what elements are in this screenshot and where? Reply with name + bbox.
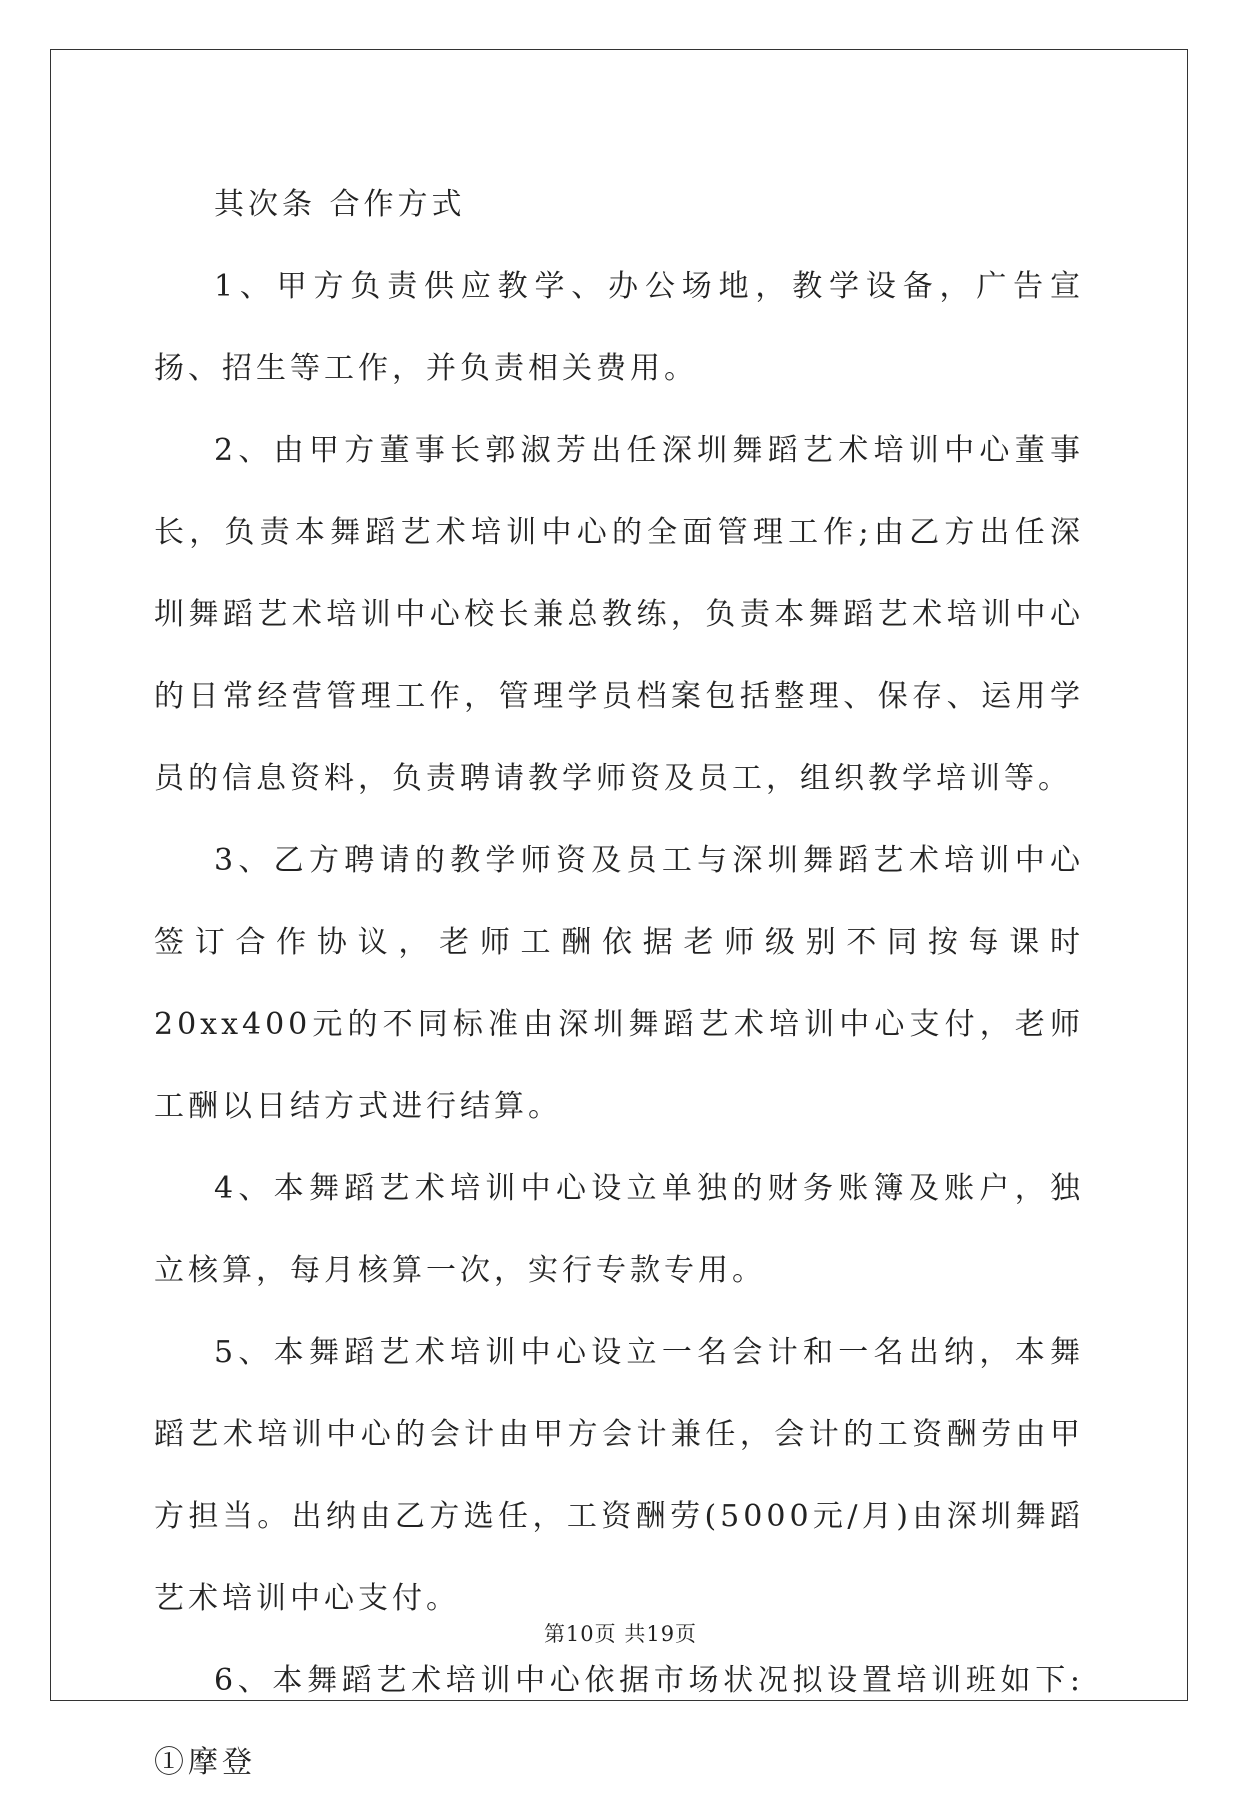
paragraph-4: 4、本舞蹈艺术培训中心设立单独的财务账簿及账户，独立核算，每月核算一次，实行专款专用。 [154,1171,1084,1288]
page-number: 第10页 共19页 [543,1622,698,1646]
paragraph-2: 2、由甲方董事长郭淑芳出任深圳舞蹈艺术培训中心董事长，负责本舞蹈艺术培训中心的全面管理工作;由乙方出任深圳舞蹈艺术培训中心校长兼总教练，负责本舞蹈艺术培训中心的日常经营管理工作，管理学员档案包括整理、保存、运用学员的信息资料，负责聘请教学师资及员工，组织教学培训等。 [154,433,1084,796]
document-body [154,164,1084,1804]
paragraph-1: 1、甲方负责供应教学、办公场地，教学设备，广告宣扬、招生等工作，并负责相关费用。 [154,269,1084,386]
paragraph-5: 5、本舞蹈艺术培训中心设立一名会计和一名出纳，本舞蹈艺术培训中心的会计由甲方会计兼任，会计的工资酬劳由甲方担当。出纳由乙方选任，工资酬劳(5000元/月)由深圳舞蹈艺术培训中心支付。 [154,1335,1084,1616]
paragraph-3: 3、乙方聘请的教学师资及员工与深圳舞蹈艺术培训中心签订合作协议，老师工酬依据老师级别不同按每课时20xx400元的不同标准由深圳舞蹈艺术培训中心支付，老师工酬以日结方式进行结算。 [154,843,1084,1124]
section-heading: 其次条 合作方式 [214,187,466,222]
paragraph-6: 6、本舞蹈艺术培训中心依据市场状况拟设置培训班如下: ①摩登 [154,1663,1084,1780]
